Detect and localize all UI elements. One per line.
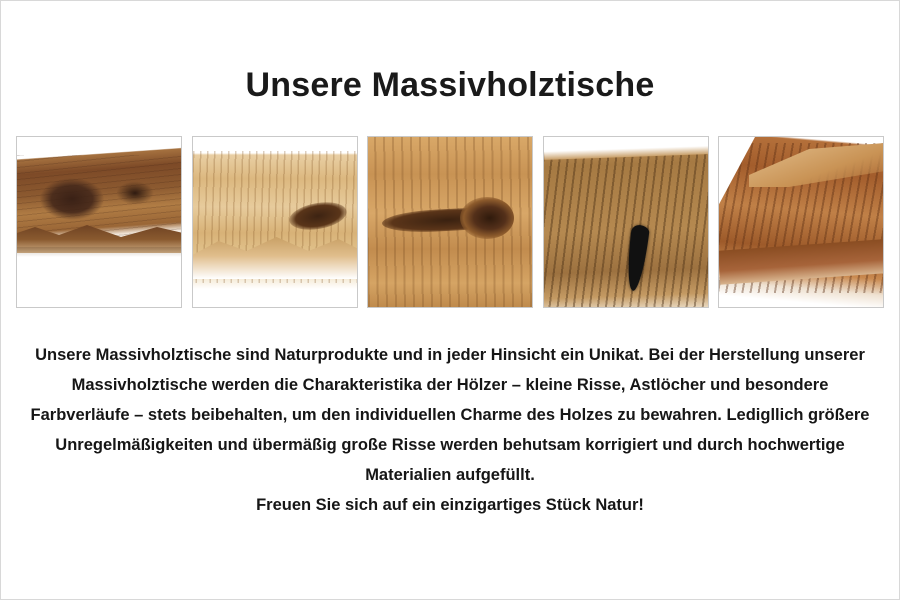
photo-sheesham-corner [719, 137, 883, 307]
knot-hole [460, 197, 514, 239]
gallery-image-3 [367, 136, 533, 308]
photo-shadow [17, 247, 182, 257]
image-gallery [16, 136, 884, 308]
photo-saw-marks-filled-crack [544, 137, 708, 307]
gallery-image-2 [192, 136, 358, 308]
photo-wavy-live-edge [193, 137, 357, 307]
gallery-image-5 [718, 136, 884, 308]
paragraph-closing: Freuen Sie sich auf ein einzigartiges Stück Natur! [256, 496, 644, 514]
photo-burl-edge-slab [17, 137, 181, 307]
body-text [20, 340, 880, 520]
page-title: Unsere Massivholztische [245, 66, 655, 104]
photo-crack-and-knot [368, 137, 532, 307]
gallery-image-4 [543, 136, 709, 308]
paragraph-main: Unsere Massivholztische sind Naturprodukte und in jeder Hinsicht ein Unikat. Bei der Herstellung unserer Massivholztische werden die Charakteristika der Hölzer – kleine Risse, Astlöcher und besondere Farbverläufe – stets beibehalten, um den individuellen Charme des Holzes zu bewahren. Ledigllich größere Unregelmäßigkeiten und übermäßig große Risse werden behutsam korrigiert und durch hochwertige Materialien aufgefüllt. [30, 346, 870, 484]
gallery-image-1 [16, 136, 182, 308]
saw-mark-texture [544, 147, 709, 308]
